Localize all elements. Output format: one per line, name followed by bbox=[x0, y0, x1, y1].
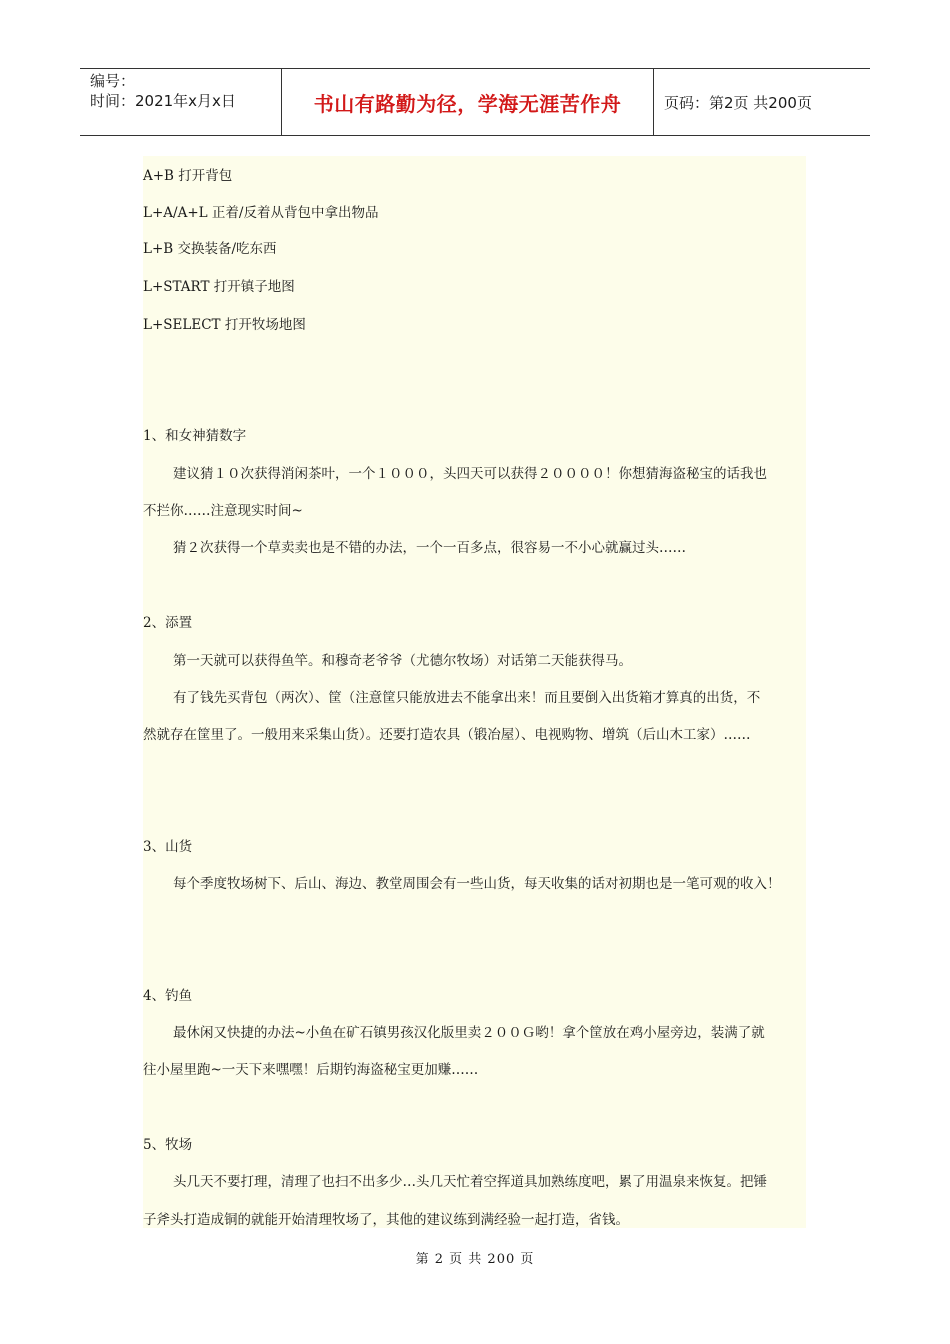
page-footer: 第 2 页 共 200 页 bbox=[415, 1252, 535, 1267]
section-heading: 1、和女神猜数字 bbox=[143, 428, 247, 444]
paragraph-line: 每个季度牧场树下、后山、海边、教堂周围会有一些山货，每天收集的话对初期也是一笔可观的收入！ bbox=[173, 876, 781, 892]
paragraph-line: 第一天就可以获得鱼竿。和穆奇老爷爷（尤德尔牧场）对话第二天能获得马。 bbox=[173, 653, 632, 669]
section-heading: 3、山货 bbox=[143, 839, 193, 855]
document-time-label: 时间：2021年x月x日 bbox=[90, 92, 236, 110]
paragraph-line: 猜２次获得一个草卖卖也是不错的办法，一个一百多点，很容易一不小心就赢过头…… bbox=[173, 540, 686, 556]
paragraph-line: 子斧头打造成铜的就能开始清理牧场了，其他的建议练到满经验一起打造，省钱。 bbox=[143, 1212, 629, 1228]
paragraph-line: 头几天不要打理，清理了也扫不出多少…头几天忙着空挥道具加熟练度吧，累了用温泉来恢复。把锤 bbox=[173, 1174, 767, 1190]
header-table bbox=[80, 68, 870, 136]
paragraph-line: 建议猜１０次获得消闲茶叶，一个１０００，头四天可以获得２００００！你想猜海盗秘宝的话我也 bbox=[173, 466, 767, 482]
text-line: A+B 打开背包 bbox=[143, 168, 233, 184]
header-page-code: 页码：第2页 共200页 bbox=[664, 93, 812, 112]
section-heading: 4、钓鱼 bbox=[143, 988, 193, 1004]
header-left-cell bbox=[80, 69, 282, 135]
header-page-code-cell bbox=[654, 69, 870, 135]
header-motto-cell bbox=[282, 69, 654, 135]
header-motto: 书山有路勤为径，学海无涯苦作舟 bbox=[313, 91, 622, 116]
paragraph-line: 不拦你……注意现实时间~ bbox=[143, 503, 303, 519]
paragraph-line: 最休闲又快捷的办法~小鱼在矿石镇男孩汉化版里卖２００Ｇ哟！拿个筐放在鸡小屋旁边，装满了就 bbox=[173, 1025, 765, 1041]
text-line: L+START 打开镇子地图 bbox=[143, 279, 295, 295]
text-line: L+A/A+L 正着/反着从背包中拿出物品 bbox=[143, 205, 379, 221]
text-line: L+B 交换装备/吃东西 bbox=[143, 241, 277, 257]
content-area bbox=[143, 156, 806, 1228]
section-heading: 5、牧场 bbox=[143, 1137, 193, 1153]
document-number-label: 编号： bbox=[90, 72, 136, 90]
text-line: L+SELECT 打开牧场地图 bbox=[143, 317, 306, 333]
paragraph-line: 然就存在筐里了。一般用来采集山货）。还要打造农具（锻冶屋）、电视购物、增筑（后山木工家）…… bbox=[143, 727, 751, 743]
section-heading: 2、添置 bbox=[143, 615, 193, 631]
paragraph-line: 有了钱先买背包（两次）、筐（注意筐只能放进去不能拿出来！而且要倒入出货箱才算真的出货，不 bbox=[173, 690, 761, 706]
paragraph-line: 往小屋里跑~一天下来嘿嘿！后期钓海盗秘宝更加赚…… bbox=[143, 1062, 479, 1078]
